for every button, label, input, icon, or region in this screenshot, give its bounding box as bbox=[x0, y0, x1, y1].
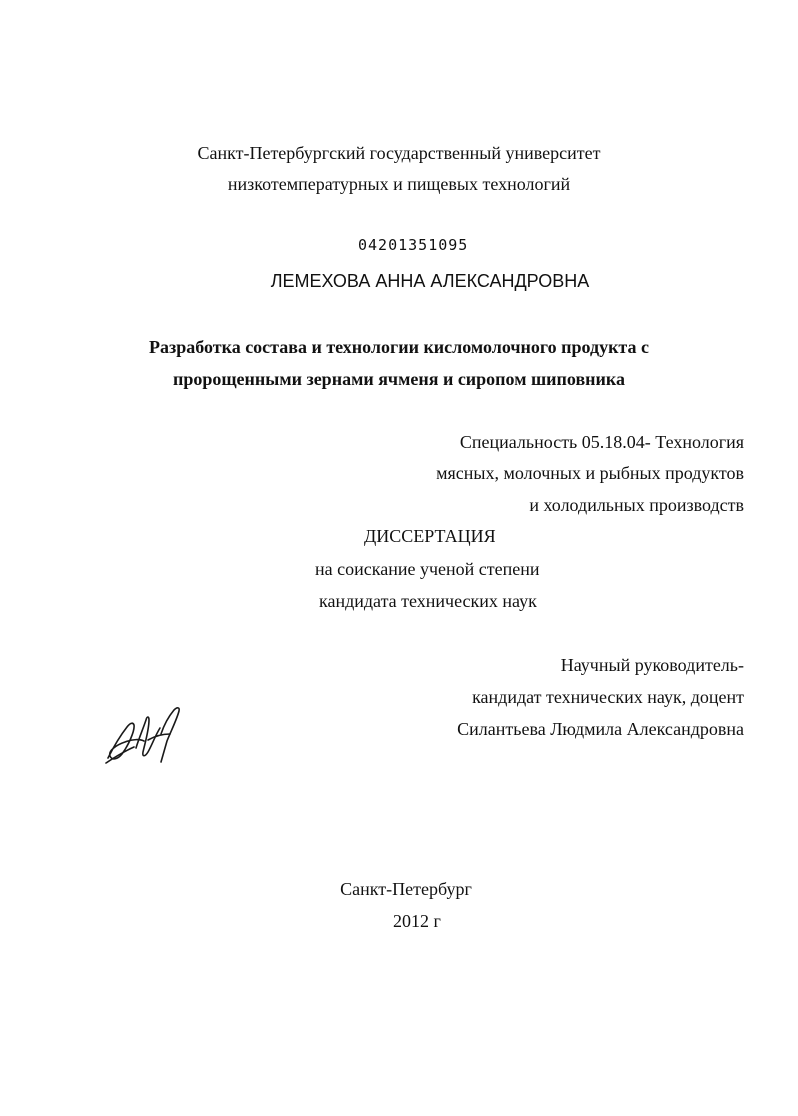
signature-icon bbox=[100, 700, 190, 770]
publication-year: 2012 г bbox=[393, 911, 441, 931]
degree-purpose-line2: кандидата технических наук bbox=[319, 591, 537, 611]
specialty-line1: Специальность 05.18.04- Технология bbox=[459, 432, 744, 452]
dissertation-title-line1: Разработка состава и технологии кисломолочного продукта с bbox=[148, 337, 649, 357]
supervisor-degree: кандидат технических наук, доцент bbox=[472, 687, 744, 707]
author-name: ЛЕМЕХОВА АННА АЛЕКСАНДРОВНА bbox=[270, 271, 590, 291]
degree-purpose-line1: на соискание ученой степени bbox=[315, 559, 540, 579]
dissertation-title-line2: пророщенными зернами ячменя и сиропом шиповника bbox=[172, 369, 626, 389]
specialty-line2: мясных, молочных и рыбных продуктов bbox=[436, 463, 744, 483]
registration-number: 04201351095 bbox=[358, 236, 469, 254]
supervisor-name: Силантьева Людмила Александровна bbox=[457, 719, 744, 739]
supervisor-label: Научный руководитель- bbox=[560, 655, 744, 675]
publication-city: Санкт-Петербург bbox=[340, 879, 472, 899]
university-name-line2: низкотемпературных и пищевых технологий bbox=[227, 174, 571, 194]
specialty-line3: и холодильных производств bbox=[529, 495, 744, 515]
document-type-title: ДИССЕРТАЦИЯ bbox=[364, 526, 496, 546]
university-name-line1: Санкт-Петербургский государственный университет bbox=[197, 143, 601, 163]
